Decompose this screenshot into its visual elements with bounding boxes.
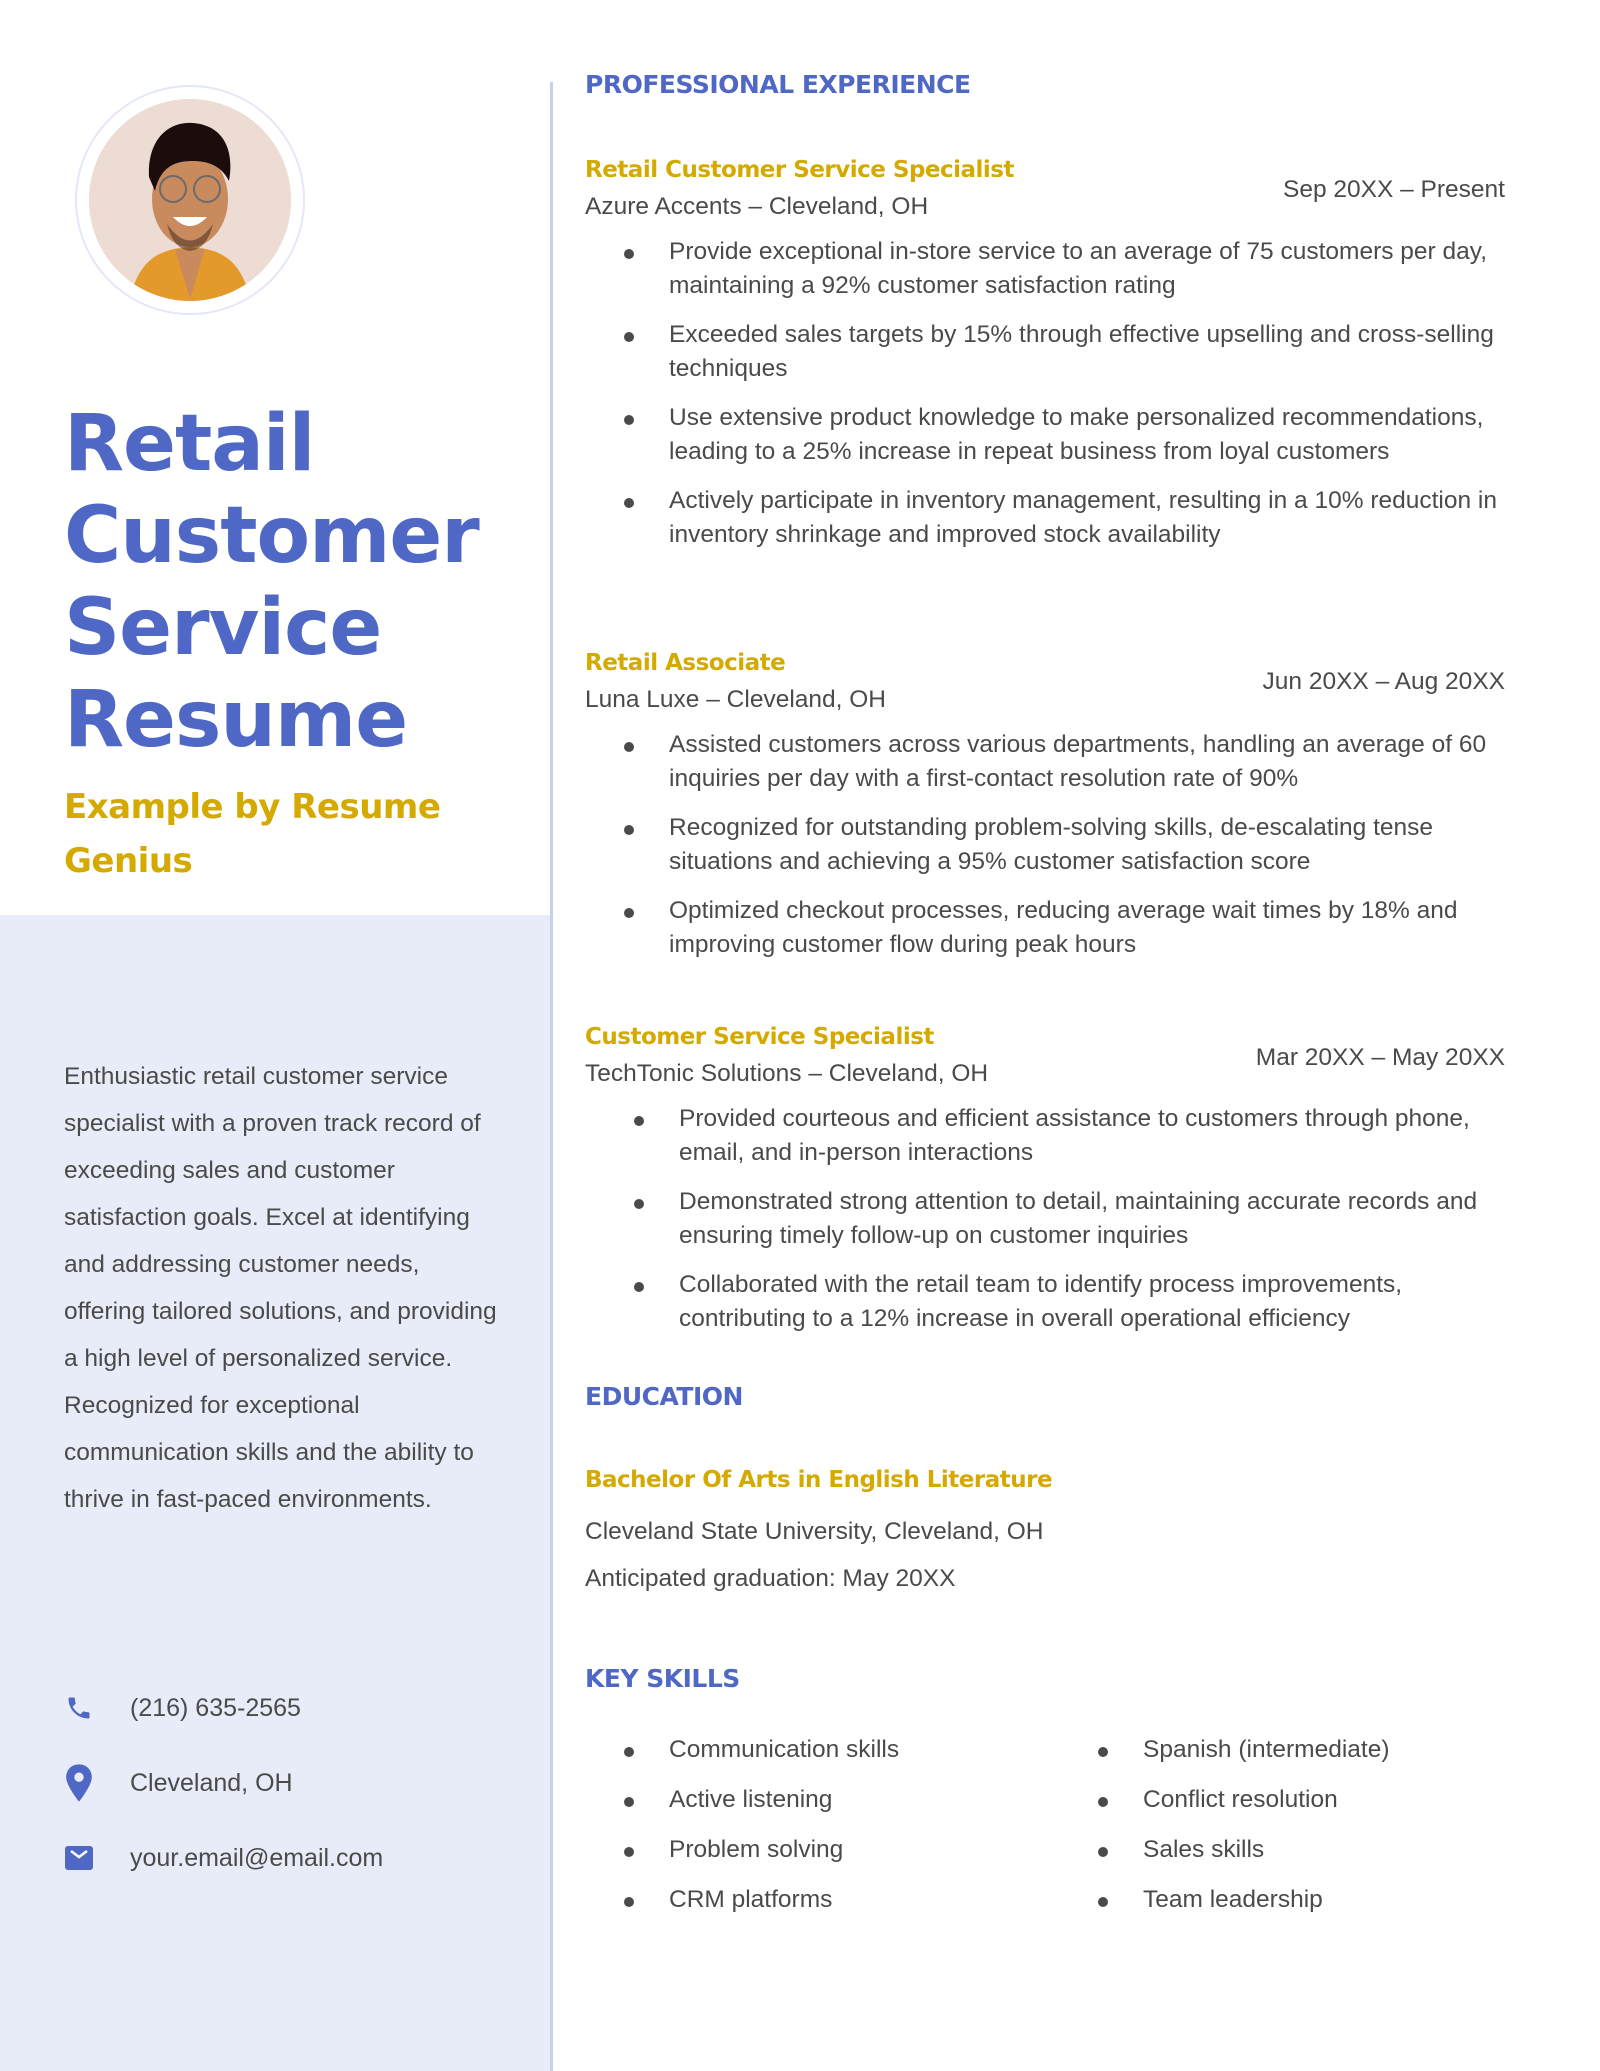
job-entry — [585, 646, 1505, 977]
job-bullet: Provided courteous and efficient assistance to customers through phone, email, and in-person interactions — [585, 1102, 1505, 1170]
degree-title: Bachelor Of Arts in English Literature — [585, 1467, 1053, 1493]
email-icon — [64, 1842, 94, 1874]
profile-photo — [89, 99, 291, 301]
location-text: Cleveland, OH — [130, 1768, 293, 1797]
school-name: Cleveland State University, Cleveland, OH — [585, 1518, 1044, 1545]
title-line: Resume — [64, 675, 408, 765]
job-bullets — [585, 235, 1505, 552]
profile-photo-frame — [75, 85, 305, 315]
graduation-date: Anticipated graduation: May 20XX — [585, 1565, 956, 1592]
job-bullet: Recognized for outstanding problem-solving skills, de-escalating tense situations and achieving a 95% customer satisfaction score — [585, 811, 1505, 879]
education-heading: EDUCATION — [585, 1382, 743, 1411]
skills-heading: KEY SKILLS — [585, 1664, 740, 1693]
skill-item: Team leadership — [1059, 1883, 1505, 1917]
job-dates: Sep 20XX – Present — [1282, 176, 1505, 203]
job-dates: Jun 20XX – Aug 20XX — [1262, 668, 1505, 695]
skill-item: Sales skills — [1059, 1833, 1505, 1867]
job-entry — [585, 1020, 1505, 1351]
job-title: Retail Customer Service Specialist — [585, 157, 1014, 183]
job-title: Retail Associate — [585, 650, 786, 676]
phone-text: (216) 635-2565 — [130, 1693, 301, 1722]
job-bullet: Demonstrated strong attention to detail, maintaining accurate records and ensuring timely follow-up on customer inquiries — [585, 1185, 1505, 1253]
job-bullet: Provide exceptional in-store service to an average of 75 customers per day, maintaining a 92% customer satisfaction rating — [585, 235, 1505, 303]
job-company: Azure Accents – Cleveland, OH — [585, 193, 929, 220]
resume-subtitle: Example by Resume Genius — [64, 787, 441, 881]
skill-item: Communication skills — [585, 1733, 1059, 1767]
title-line: Retail — [64, 399, 315, 489]
job-dates: Mar 20XX – May 20XX — [1255, 1044, 1505, 1071]
job-title: Customer Service Specialist — [585, 1024, 934, 1050]
contact-email — [64, 1838, 524, 1878]
skill-item: Active listening — [585, 1783, 1059, 1817]
resume-title — [64, 398, 544, 766]
location-pin-icon — [64, 1767, 94, 1799]
job-company: Luna Luxe – Cleveland, OH — [585, 686, 886, 713]
skill-item: CRM platforms — [585, 1883, 1059, 1917]
job-bullet: Collaborated with the retail team to identify process improvements, contributing to a 12% increase in overall operational efficiency — [585, 1268, 1505, 1336]
job-bullets — [585, 728, 1505, 962]
experience-heading: PROFESSIONAL EXPERIENCE — [585, 70, 971, 99]
column-divider — [550, 82, 553, 2071]
contact-phone — [64, 1688, 524, 1728]
job-bullet: Optimized checkout processes, reducing average wait times by 18% and improving customer flow during peak hours — [585, 894, 1505, 962]
job-bullet: Assisted customers across various departments, handling an average of 60 inquiries per day with a first-contact resolution rate of 90% — [585, 728, 1505, 796]
skill-item: Conflict resolution — [1059, 1783, 1505, 1817]
skill-item: Problem solving — [585, 1833, 1059, 1867]
email-text: your.email@email.com — [130, 1843, 384, 1872]
job-bullet: Actively participate in inventory management, resulting in a 10% reduction in inventory shrinkage and improved stock availability — [585, 484, 1505, 552]
job-bullet: Exceeded sales targets by 15% through effective upselling and cross-selling techniques — [585, 318, 1505, 386]
job-company: TechTonic Solutions – Cleveland, OH — [585, 1060, 989, 1087]
title-line: Service — [64, 583, 382, 673]
contact-location — [64, 1763, 524, 1803]
summary-text: Enthusiastic retail customer service specialist with a proven track record of exceeding sales and customer satisfaction goals. Excel at identifying and addressing customer needs, offering tailored solutions, and providing a high level of personalized service. Recognized for exceptional communication skills and the ability to thrive in fast-paced environments. — [64, 1063, 497, 1513]
skills-list — [585, 1733, 1505, 1917]
job-entry — [585, 153, 1505, 567]
job-bullet: Use extensive product knowledge to make personalized recommendations, leading to a 25% increase in repeat business from loyal customers — [585, 401, 1505, 469]
sidebar — [0, 0, 550, 2071]
skill-item: Spanish (intermediate) — [1059, 1733, 1505, 1767]
phone-icon — [64, 1692, 94, 1724]
job-bullets — [585, 1102, 1505, 1336]
title-line: Customer — [64, 491, 479, 581]
person-photo-icon — [89, 99, 291, 301]
